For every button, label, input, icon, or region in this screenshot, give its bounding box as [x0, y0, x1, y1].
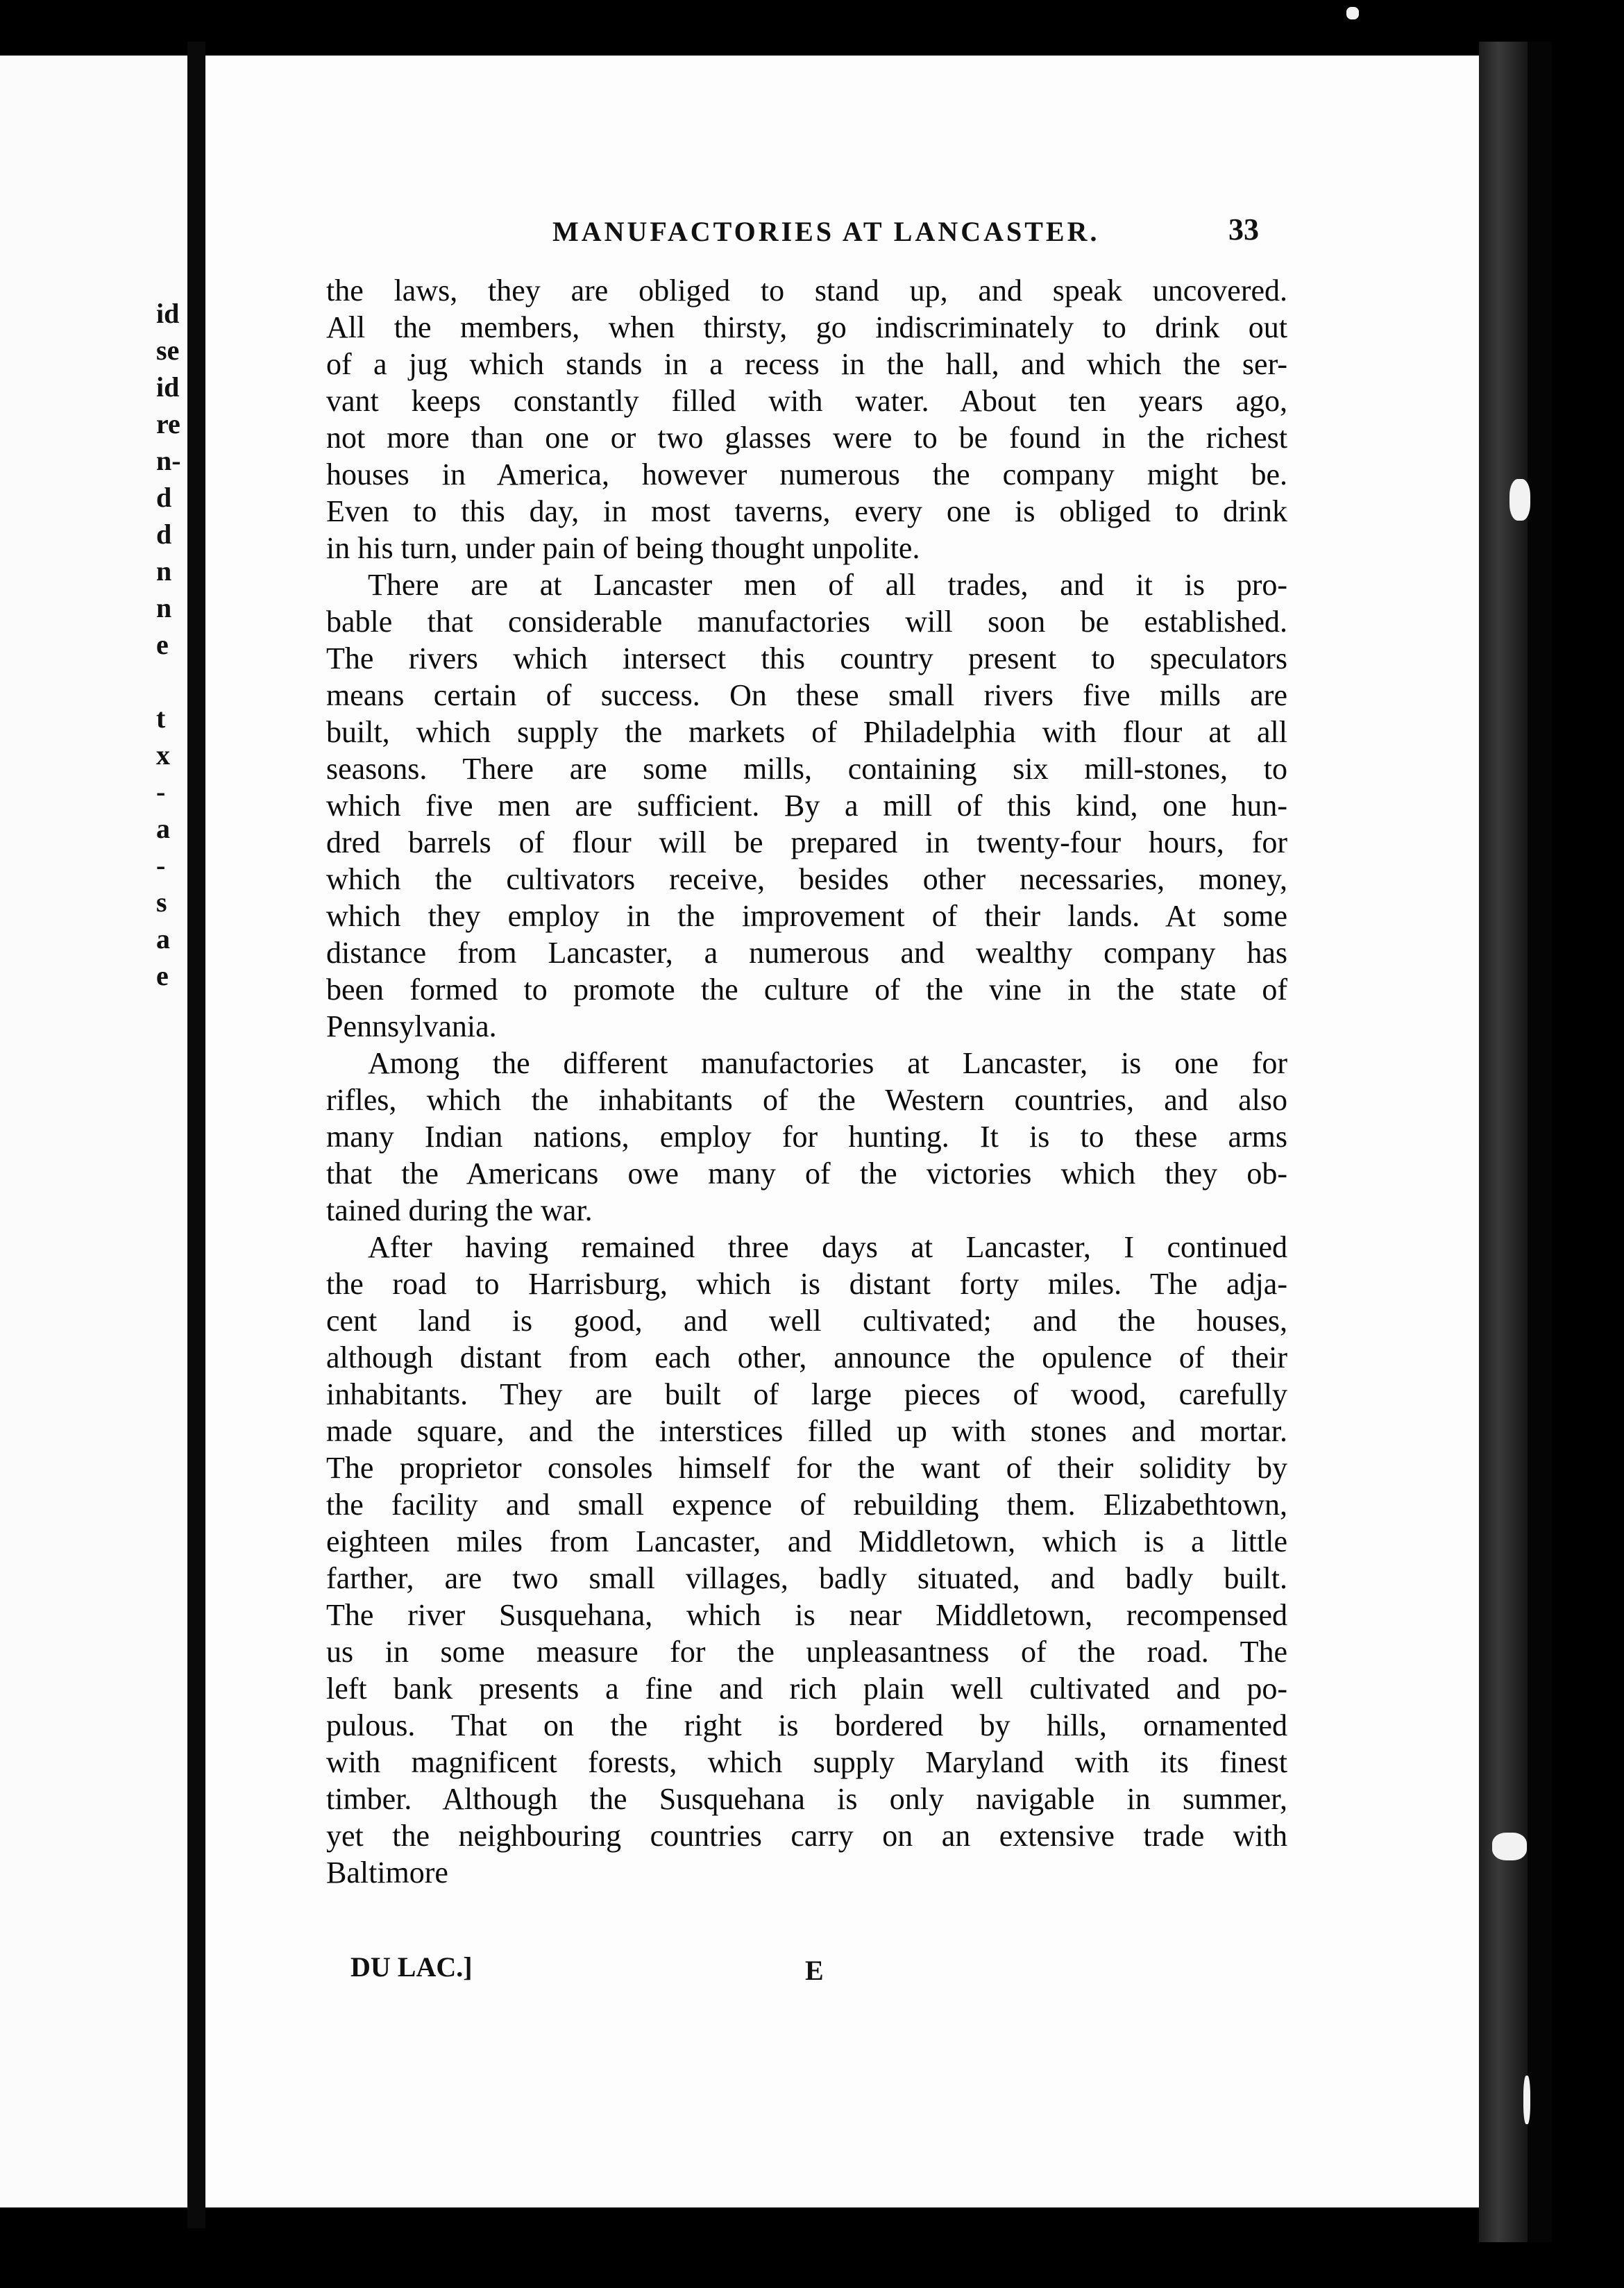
- facing-page-text-fragments: [156, 295, 187, 1068]
- facing-page-fragment: d: [156, 519, 172, 550]
- text-line: many Indian nations, employ for hunting. It is to these arms: [326, 1120, 1287, 1154]
- text-line: although distant from each other, announce the opulence of their: [326, 1340, 1287, 1374]
- text-line: Even to this day, in most taverns, every one is obliged to drink: [326, 494, 1287, 528]
- text-line: not more than one or two glasses were to be found in the richest: [326, 421, 1287, 455]
- text-line: left bank presents a fine and rich plain well cultivated and po-: [326, 1672, 1287, 1706]
- text-line: means certain of success. On these small rivers five mills are: [326, 678, 1287, 712]
- text-line: All the members, when thirsty, go indiscriminately to drink out: [326, 310, 1287, 344]
- text-line: bable that considerable manufactories will soon be established.: [326, 605, 1287, 639]
- text-line: Among the different manufactories at Lancaster, is one for: [368, 1046, 1287, 1080]
- text-line: Pennsylvania.: [326, 1009, 497, 1043]
- text-line: inhabitants. They are built of large pieces of wood, carefully: [326, 1377, 1287, 1411]
- text-line: built, which supply the markets of Philadelphia with flour at all: [326, 715, 1287, 749]
- text-line: The river Susquehana, which is near Middletown, recompensed: [326, 1598, 1287, 1632]
- text-line: tained during the war.: [326, 1193, 593, 1227]
- text-line: been formed to promote the culture of the vine in the state of: [326, 973, 1287, 1007]
- facing-page-fragment: d: [156, 482, 172, 513]
- text-line: farther, are two small villages, badly situated, and badly built.: [326, 1561, 1287, 1595]
- text-line: The rivers which intersect this country present to speculators: [326, 641, 1287, 675]
- text-line: yet the neighbouring countries carry on an extensive trade with: [326, 1819, 1287, 1853]
- facing-page-fragment: e: [156, 629, 169, 660]
- text-line: distance from Lancaster, a numerous and wealthy company has: [326, 936, 1287, 970]
- signature-letter: E: [805, 1955, 824, 1986]
- facing-page-fragment: se: [156, 335, 180, 366]
- facing-page-fragment: re: [156, 408, 180, 439]
- text-line: eighteen miles from Lancaster, and Middletown, which is a little: [326, 1524, 1287, 1558]
- text-line: dred barrels of flour will be prepared in twenty-four hours, for: [326, 825, 1287, 859]
- text-line: made square, and the interstices filled up with stones and mortar.: [326, 1414, 1287, 1448]
- text-line: the road to Harrisburg, which is distant forty miles. The adja-: [326, 1267, 1287, 1301]
- text-line: There are at Lancaster men of all trades, and it is pro-: [368, 568, 1287, 602]
- facing-page-fragment: s: [156, 886, 167, 918]
- text-line: that the Americans owe many of the victories which they ob-: [326, 1156, 1287, 1191]
- facing-page-fragment: -: [156, 776, 166, 807]
- text-line: the laws, they are obliged to stand up, and speak uncovered.: [326, 274, 1287, 308]
- facing-page-fragment: id: [156, 298, 180, 329]
- facing-page-fragment: t: [156, 703, 166, 734]
- facing-page-fragment: a: [156, 923, 170, 954]
- scan-speck: [1346, 7, 1359, 19]
- book-gutter: [187, 42, 205, 2228]
- text-line: cent land is good, and well cultivated; and the houses,: [326, 1304, 1287, 1338]
- scan-speck: [1492, 1833, 1527, 1860]
- text-line: us in some measure for the unpleasantness of the road. The: [326, 1635, 1287, 1669]
- text-line: houses in America, however numerous the company might be.: [326, 457, 1287, 491]
- text-line: with magnificent forests, which supply Maryland with its finest: [326, 1745, 1287, 1779]
- facing-page-fragment: [156, 994, 187, 1031]
- scan-border: [1528, 42, 1552, 2242]
- scan-speck: [1509, 479, 1530, 521]
- text-line: in his turn, under pain of being thought unpolite.: [326, 531, 920, 565]
- page-number: 33: [1228, 212, 1259, 246]
- text-line: vant keeps constantly filled with water. About ten years ago,: [326, 384, 1287, 418]
- text-line: pulous. That on the right is bordered by hills, ornamented: [326, 1708, 1287, 1742]
- facing-page-fragment: a: [156, 813, 170, 844]
- facing-page-fragment: -: [156, 850, 166, 881]
- signature-mark: DU LAC.]: [350, 1951, 473, 1983]
- scan-speck: [1523, 2076, 1530, 2124]
- text-line: After having remained three days at Lancaster, I continued: [368, 1230, 1287, 1264]
- facing-page-fragment: [156, 1031, 187, 1068]
- facing-page-fragment: n-: [156, 445, 181, 476]
- facing-page-fragment: id: [156, 371, 180, 403]
- text-line: seasons. There are some mills, containing six mill-stones, to: [326, 752, 1287, 786]
- facing-page-fragment: e: [156, 960, 169, 991]
- text-line: The proprietor consoles himself for the want of their solidity by: [326, 1451, 1287, 1485]
- facing-page-fragment: [156, 663, 187, 700]
- facing-page-fragment: n: [156, 555, 172, 587]
- text-line: which they employ in the improvement of their lands. At some: [326, 899, 1287, 933]
- text-line: which the cultivators receive, besides other necessaries, money,: [326, 862, 1287, 896]
- text-line: the facility and small expence of rebuilding them. Elizabethtown,: [326, 1488, 1287, 1522]
- text-line: of a jug which stands in a recess in the hall, and which the ser-: [326, 347, 1287, 381]
- text-line: Baltimore: [326, 1856, 448, 1890]
- text-line: rifles, which the inhabitants of the Western countries, and also: [326, 1083, 1287, 1117]
- text-line: timber. Although the Susquehana is only navigable in summer,: [326, 1782, 1287, 1816]
- body-text: [326, 272, 1287, 1891]
- text-line: which five men are sufficient. By a mill of this kind, one hun-: [326, 789, 1287, 823]
- facing-page-fragment: x: [156, 739, 170, 771]
- running-head: MANUFACTORIES AT LANCASTER.: [552, 216, 1100, 247]
- page-edge: [1479, 42, 1528, 2242]
- facing-page-fragment: n: [156, 592, 172, 623]
